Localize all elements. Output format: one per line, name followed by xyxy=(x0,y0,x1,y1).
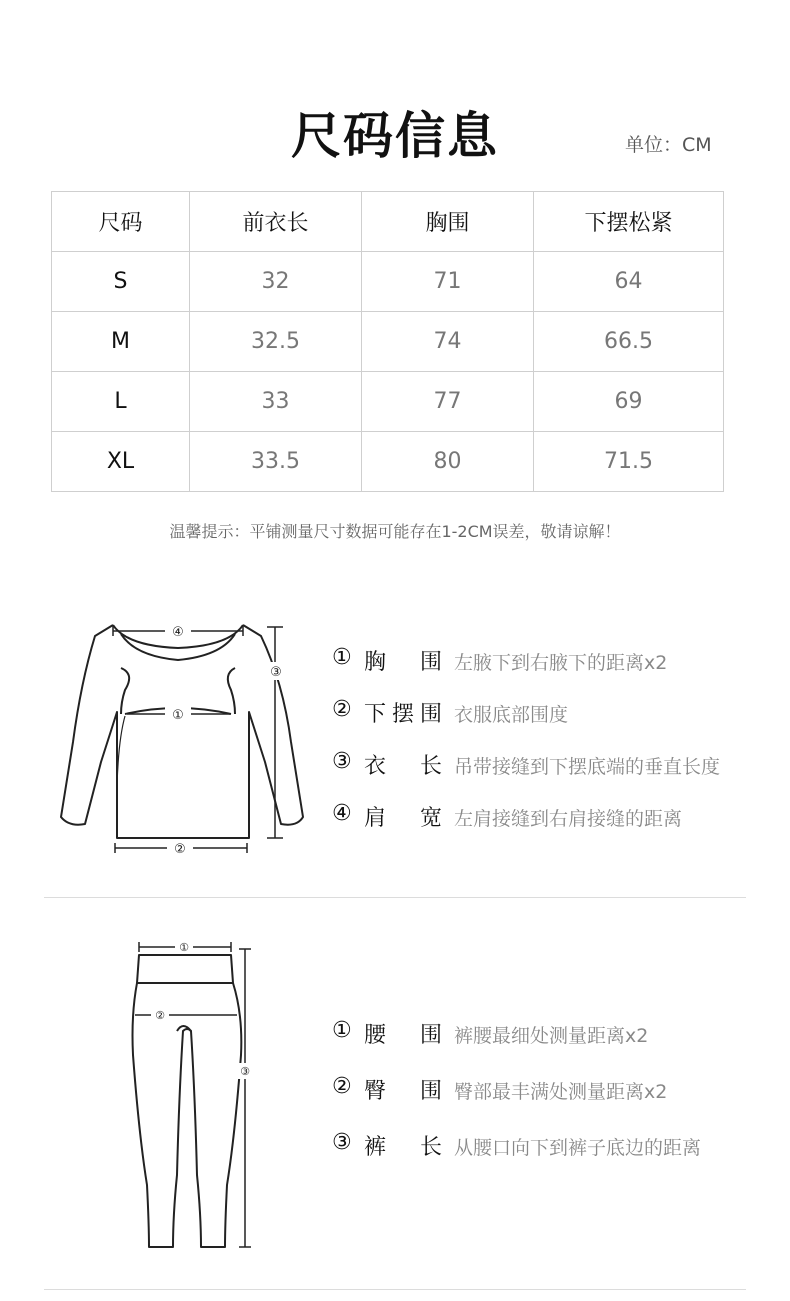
cell-chest: 80 xyxy=(362,432,534,492)
shirt-legend xyxy=(332,645,752,835)
legend-char: 胸 xyxy=(364,650,387,675)
section-divider xyxy=(44,1289,746,1290)
table-row xyxy=(52,432,724,492)
legend-desc: 从腰口向下到裤子底边的距离 xyxy=(454,1137,702,1159)
legend-char: 肩 xyxy=(364,806,387,831)
cell-size: L xyxy=(52,372,190,432)
legend-desc: 臀部最丰满处测量距离x2 xyxy=(454,1081,668,1103)
cell-front-length: 33 xyxy=(190,372,362,432)
cell-chest: 71 xyxy=(362,252,534,312)
legend-char: 宽 xyxy=(420,806,443,831)
cell-size: M xyxy=(52,312,190,372)
legend-num: ② xyxy=(332,1074,352,1099)
legend-char: 摆 xyxy=(392,702,415,727)
cell-hem: 66.5 xyxy=(534,312,724,372)
pants-legend xyxy=(332,1018,752,1168)
legend-char: 长 xyxy=(420,754,443,779)
table-header-row xyxy=(52,192,724,252)
legend-char: 围 xyxy=(420,1023,443,1048)
cell-front-length: 32.5 xyxy=(190,312,362,372)
legend-char: 围 xyxy=(420,650,443,675)
legend-num: ② xyxy=(332,697,352,722)
cell-front-length: 32 xyxy=(190,252,362,312)
legend-num: ③ xyxy=(332,749,352,774)
legend-num: ④ xyxy=(332,801,352,826)
mark-hem: ② xyxy=(174,842,186,857)
table-row xyxy=(52,372,724,432)
legend-char: 臀 xyxy=(364,1079,387,1104)
legend-num: ① xyxy=(332,1018,352,1043)
legend-char: 腰 xyxy=(364,1023,387,1048)
cell-front-length: 33.5 xyxy=(190,432,362,492)
mark-waist: ① xyxy=(179,941,189,954)
legend-char: 长 xyxy=(420,1135,443,1160)
legend-num: ① xyxy=(332,645,352,670)
legend-char: 围 xyxy=(420,702,443,727)
size-table xyxy=(51,191,724,492)
shirt-diagram xyxy=(55,612,305,862)
measurement-tip: 温馨提示：平铺测量尺寸数据可能存在1-2CM误差，敬请谅解！ xyxy=(169,522,621,541)
mark-shoulder: ④ xyxy=(172,625,184,640)
mark-chest: ① xyxy=(172,708,184,723)
section-divider xyxy=(44,897,746,898)
mark-pant-length: ③ xyxy=(240,1065,250,1078)
cell-hem: 69 xyxy=(534,372,724,432)
cell-chest: 74 xyxy=(362,312,534,372)
legend-char: 裤 xyxy=(364,1135,387,1160)
cell-hem: 64 xyxy=(534,252,724,312)
legend-char: 下 xyxy=(364,702,387,727)
mark-length: ③ xyxy=(270,665,282,680)
cell-size: XL xyxy=(52,432,190,492)
header-hem: 下摆松紧 xyxy=(534,192,724,252)
legend-desc: 吊带接缝到下摆底端的垂直长度 xyxy=(454,756,721,778)
header-chest: 胸围 xyxy=(362,192,534,252)
table-row xyxy=(52,252,724,312)
cell-size: S xyxy=(52,252,190,312)
page-title: 尺码信息 xyxy=(291,107,499,165)
legend-char: 衣 xyxy=(364,754,387,779)
header-front-length: 前衣长 xyxy=(190,192,362,252)
legend-char: 围 xyxy=(420,1079,443,1104)
legend-desc: 裤腰最细处测量距离x2 xyxy=(454,1025,649,1047)
legend-desc: 左腋下到右腋下的距离x2 xyxy=(454,652,668,674)
table-row xyxy=(52,312,724,372)
cell-hem: 71.5 xyxy=(534,432,724,492)
legend-num: ③ xyxy=(332,1130,352,1155)
pants-diagram xyxy=(125,935,265,1260)
cell-chest: 77 xyxy=(362,372,534,432)
legend-desc: 衣服底部围度 xyxy=(454,704,569,726)
unit-label: 单位：CM xyxy=(625,134,712,156)
header-size: 尺码 xyxy=(52,192,190,252)
legend-desc: 左肩接缝到右肩接缝的距离 xyxy=(454,808,683,830)
mark-hip: ② xyxy=(155,1009,165,1022)
